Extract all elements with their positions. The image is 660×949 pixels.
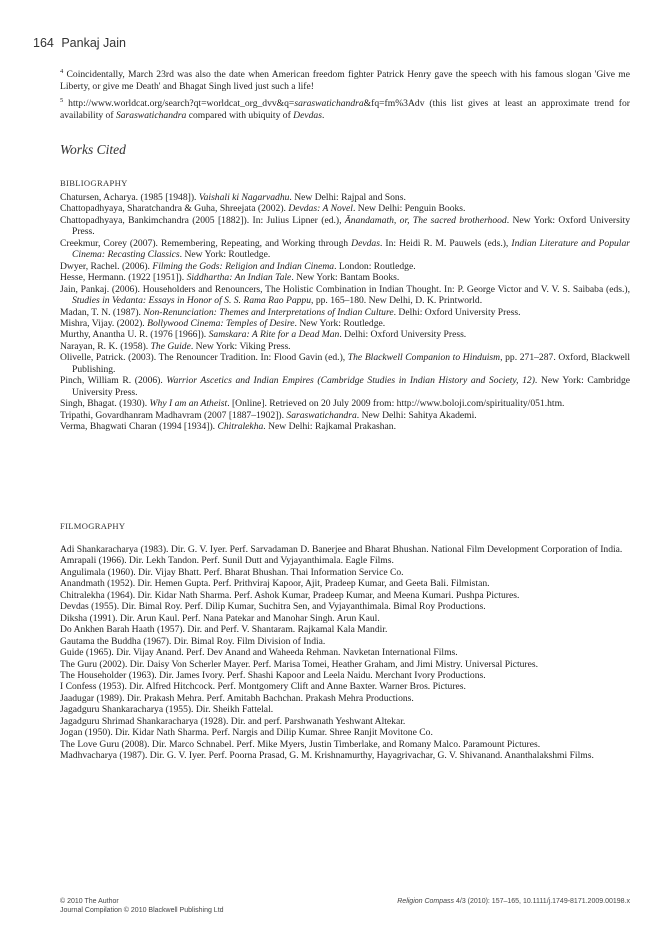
filmography-entry: Jaadugar (1989). Dir. Prakash Mehra. Perf. Amitabh Bachchan. Prakash Mehra Productions. [60,692,414,704]
entry-title: Vaishali ki Nagarvadhu [198,192,290,203]
footnote-italic: Saraswatichandra [115,109,187,121]
filmography-entry: Anandmath (1952). Dir. Hemen Gupta. Perf. Prithviraj Kapoor, Ajit, Pradeep Kumar, and Geeta Bali. Filmistan. [60,578,490,590]
entry-text: Creekmur, Corey (2007). Remembering, Repeating, and Working through [60,237,352,249]
entry-text: Verma, Bhagwati Charan (1994 [1934]). [60,421,218,433]
footnote-text: . [321,109,325,121]
entry-text: Chattopadhyaya, Sharatchandra & Guha, Shreejata (2002). [60,203,289,215]
filmography-list [60,544,630,762]
entry-title: Warrior Ascetics and Indian Empires (Cambridge Studies in Indian History and Society, 12) [166,375,535,387]
entry-text: Mishra, Vijay. (2002). [60,317,148,329]
entry-text: Tripathi, Govardhanram Madhavram (2007 [1887–1902]). [60,409,287,421]
entry-text: . Delhi: Oxford University Press. [393,306,521,318]
entry-text: Chatursen, Acharya. (1985 [1948]). [60,192,199,203]
entry-text: Jain, Pankaj. (2006). Householders and Renouncers, The Holistic Combination in Indian Thought. In: P. George Victor and V. V. S. Saibaba (eds.), [60,283,630,295]
entry-title: Studies in Vedanta: Essays in Honor of S. S. Rama Rao Pappu [72,295,312,307]
filmography-entry: Jogan (1950). Dir. Kidar Nath Sharma. Perf. Nargis and Dilip Kumar. Shree Ranjit Movitone Co. [60,727,433,739]
entry-text: Singh, Bhagat. (1930). [60,398,150,410]
entry-text: , pp. 271–287. Oxford, Blackwell Publishing. [72,352,630,375]
bibliography-entry [60,329,630,340]
bibliography-entry [60,284,630,307]
running-author: Pankaj Jain [61,36,126,50]
bibliography-entry [60,398,630,409]
entry-title: Chitralekha [217,421,264,433]
copyright-author: © 2010 The Author [60,898,119,905]
footnote-text: &fq=fm%3Adv (this list gives at least an approximate trend for availability of [60,97,630,121]
entry-text: . Delhi: Oxford University Press. [339,329,467,341]
entry-text: Murthy, Anantha U. R. (1976 [1966]). [60,329,209,341]
copyright-journal: Journal Compilation © 2010 Blackwell Publishing Ltd [60,907,224,914]
filmography-entry: Jagadguru Shrimad Shankaracharya (1928). Dir. and perf. Parshwanath Yeshwant Altekar. [60,715,406,727]
entry-text: . New York: Routledge. [294,317,386,329]
bibliography-entry [60,272,630,283]
footnote-italic: saraswatichandra [294,97,364,109]
entry-title: Samskara: A Rite for a Dead Man [208,329,340,341]
entry-title: The Guide [150,340,191,352]
entry-title: Devdas: A Novel [288,203,353,215]
entry-title: Ānandamath, or, The sacred brotherhood [344,214,507,226]
bibliography-entry [60,352,630,375]
footnote-4 [60,66,630,94]
journal-name: Religion Compass [397,898,455,905]
bibliography-entry [60,410,630,421]
entry-text: . In: Heidi R. M. Pauwels (eds.), [379,237,512,249]
bibliography-entry [60,375,630,398]
entry-text: . New York: Routledge. [179,249,271,261]
entry-title: Non-Renunciation: Themes and Interpretations of Indian Culture [143,306,394,318]
filmography-entry: Adi Shankaracharya (1983). Dir. G. V. Iyer. Perf. Sarvadaman D. Banerjee and Bharat Bhushan. National Film Development Corporation of India. [60,544,623,555]
bibliography-entry [60,341,630,352]
bibliography-entry [60,215,630,238]
journal-citation [397,897,630,906]
footnote-url: http://www.worldcat.org/search?qt=worldcat_org_dvv&q= [68,97,295,109]
entry-text: . [Online]. Retrieved on 20 July 2009 from: http://www.boloji.com/spirituality/051.htm. [227,398,565,410]
entry-text: Olivelle, Patrick. (2003). The Renouncer Tradition. In: Flood Gavin (ed.), [60,352,348,364]
footnote-5 [60,95,630,123]
filmography-entry: Gautama the Buddha (1967). Dir. Bimal Roy. Film Division of India. [60,635,326,647]
footnote-text: Coincidentally, March 23rd was also the date when American freedom fighter Patrick Henry gave the speech with his famous slogan 'Give me Liberty, or give me Death' and Bhagat Singh lived just such a life! [60,69,630,93]
filmography-entry: Devdas (1955). Dir. Bimal Roy. Perf. Dilip Kumar, Suchitra Sen, and Vyjayanthimala. Bimal Roy Productions. [60,601,486,613]
bibliography-entry [60,421,630,432]
bibliography-list [60,192,630,433]
entry-title: The Blackwell Companion to Hinduism [347,352,501,364]
entry-text: Pinch, William R. (2006). [60,375,167,387]
entry-title: Devdas [351,237,380,249]
bibliography-entry [60,192,630,203]
entry-text: Chattopadhyaya, Bankimchandra (2005 [1882]). In: Julius Lipner (ed.), [60,214,345,226]
bibliography-entry [60,318,630,329]
entry-title: Saraswatichandra [286,409,357,421]
bibliography-entry [60,261,630,272]
page-footer [60,897,630,915]
footnote-number: 5 [60,96,64,104]
filmography-entry: The Love Guru (2008). Dir. Marco Schnabel. Perf. Mike Myers, Justin Timberlake, and Romany Malco. Paramount Pictures. [60,738,541,750]
entry-text: . New York: Viking Press. [190,340,291,352]
filmography-entry: The Guru (2002). Dir. Daisy Von Scherler Mayer. Perf. Marisa Tomei, Heather Graham, and Jimi Mistry. Universal Pictures. [60,658,539,670]
entry-text: . New Delhi: Penguin Books. [352,203,466,215]
filmography-entry: The Householder (1963). Dir. James Ivory. Perf. Shashi Kapoor and Leela Naidu. Merchant Ivory Productions. [60,669,486,681]
entry-text: . New Delhi: Rajkamal Prakashan. [263,421,396,433]
bibliography-entry [60,307,630,318]
filmography-heading: FILMOGRAPHY [60,521,126,531]
footnotes [60,66,630,123]
works-cited-heading: Works Cited [60,142,126,157]
entry-title: Why I am an Atheist [149,398,228,410]
running-header [33,36,126,50]
entry-title: Filming the Gods: Religion and Indian Cinema [152,260,335,272]
filmography-entry: Amrapali (1966). Dir. Lekh Tandon. Perf. Sunil Dutt and Vyjayanthimala. Eagle Films. [60,555,394,567]
bibliography-heading: BIBLIOGRAPHY [60,178,128,188]
footnote-italic: Devdas [293,109,322,121]
entry-text: . New York: Bantam Books. [291,272,400,284]
filmography-entry: Guide (1965). Dir. Vijay Anand. Perf. Dev Anand and Waheeda Rehman. Navketan International Films. [60,647,458,659]
bibliography-entry [60,238,630,261]
filmography-entry: Do Ankhen Barah Haath (1957). Dir. and Perf. V. Shantaram. Rajkamal Kala Mandir. [60,624,388,636]
entry-text: . New Delhi: Sahitya Akademi. [356,409,477,421]
bibliography-entry [60,203,630,214]
footnote-text: compared with ubiquity of [186,109,294,121]
entry-text: . London: Routledge. [334,260,416,272]
filmography-entry: Angulimala (1960). Dir. Vijay Bhatt. Perf. Bharat Bhushan. Thai Information Service Co. [60,566,404,578]
entry-title: Siddhartha: An Indian Tale [186,272,292,284]
entry-text: Narayan, R. K. (1958). [60,340,151,352]
filmography-entry: Diksha (1991). Dir. Arun Kaul. Perf. Nana Patekar and Manohar Singh. Arun Kaul. [60,612,380,624]
entry-text: , pp. 165–180. New Delhi, D. K. Printworld. [311,295,483,307]
entry-text: Dwyer, Rachel. (2006). [60,260,153,272]
entry-title: Bollywood Cinema: Temples of Desire [147,317,295,329]
entry-title: Indian Literature and Popular Cinema: Recasting Classics [72,237,630,261]
page-number: 164 [33,36,54,50]
footnote-number: 4 [60,68,64,75]
filmography-entry: Madhvacharya (1987). Dir. G. V. Iyer. Perf. Poorna Prasad, G. M. Krishnamurthy, Hayagrivachar, G. V. Shivanand. Ananthalakshmi Films. [60,750,594,762]
entry-text: Hesse, Hermann. (1922 [1951]). [60,272,187,284]
entry-text: . New York: Oxford University Press. [72,214,630,238]
entry-text: . New Delhi: Rajpal and Sons. [289,192,406,203]
filmography-entry: Chitralekha (1964). Dir. Kidar Nath Sharma. Perf. Ashok Kumar, Pradeep Kumar, and Meena Kumari. Pushpa Pictures. [60,589,520,601]
entry-text: Madan, T. N. (1987). [60,306,144,318]
journal-volume: 4/3 (2010): 157–165, 10.1111/j.1749-8171.2009.00198.x [454,898,630,905]
entry-text: . New York: Cambridge University Press. [72,375,631,398]
filmography-entry: Jagadguru Shankaracharya (1955). Dir. Sheikh Fattelal. [60,704,274,716]
filmography-entry: I Confess (1953). Dir. Alfred Hitchcock. Perf. Montgomery Clift and Anne Baxter. Warner Bros. Pictures. [60,681,466,693]
